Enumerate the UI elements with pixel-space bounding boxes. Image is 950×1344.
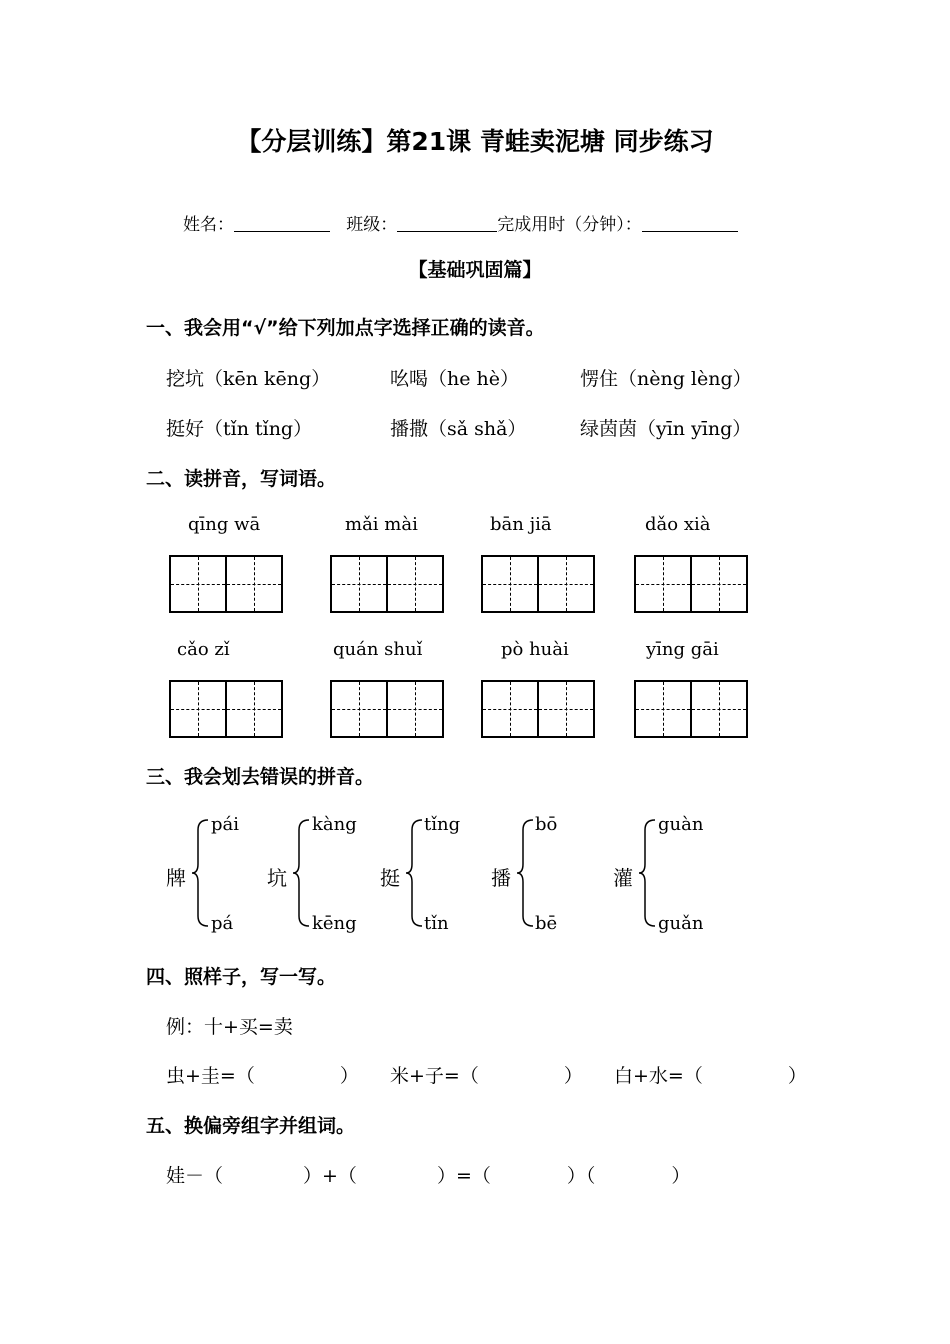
q1-heading: 一、我会用“√”给下列加点字选择正确的读音。 xyxy=(146,317,545,339)
q4-item[interactable] xyxy=(614,1061,807,1088)
q3-heading: 三、我会划去错误的拼音。 xyxy=(146,766,375,788)
q1-item: 挖坑（kēn kēng） xyxy=(166,368,331,390)
q5-part: ） xyxy=(671,1165,691,1187)
q5-part: ）=（ xyxy=(436,1165,491,1187)
q3-char: 播 xyxy=(491,866,511,890)
q4-item-label: 虫+圭=（ xyxy=(166,1065,255,1087)
q1-item: 愣住（nèng lèng） xyxy=(580,368,752,390)
q4-item-label: 白+水=（ xyxy=(614,1065,703,1087)
pinyin-option-top[interactable]: tǐng xyxy=(424,814,461,835)
writing-grid[interactable] xyxy=(634,555,748,613)
q5-item[interactable] xyxy=(166,1161,690,1188)
pinyin-option-bottom[interactable]: guǎn xyxy=(658,913,704,934)
class-blank[interactable] xyxy=(397,215,497,232)
brace-icon xyxy=(190,818,210,928)
q4-heading: 四、照样子，写一写。 xyxy=(146,966,337,988)
pinyin-option-top[interactable]: guàn xyxy=(658,814,704,835)
writing-grid[interactable] xyxy=(169,555,283,613)
pinyin-option-bottom[interactable]: pá xyxy=(211,913,234,934)
class-label: 班级： xyxy=(346,215,398,235)
q4-item-close: ） xyxy=(787,1065,807,1087)
q1-item: 挺好（tǐn tǐng） xyxy=(166,418,313,440)
q2-heading: 二、读拼音，写词语。 xyxy=(146,468,337,490)
writing-grid[interactable] xyxy=(169,680,283,738)
writing-grid[interactable] xyxy=(330,555,444,613)
name-label: 姓名： xyxy=(183,215,234,235)
pinyin-option-bottom[interactable]: bē xyxy=(535,913,558,934)
brace-icon xyxy=(404,818,424,928)
q4-example: 例：十+买=卖 xyxy=(166,1016,293,1038)
q1-item: 绿茵茵（yīn yīng） xyxy=(580,418,752,440)
brace-icon xyxy=(291,818,311,928)
q4-item[interactable] xyxy=(390,1061,583,1088)
q1-item: 吆喝（he hè） xyxy=(390,368,520,390)
brace-icon xyxy=(637,818,657,928)
q4-item-close: ） xyxy=(339,1065,359,1087)
pinyin-label: quán shuǐ xyxy=(333,639,423,660)
pinyin-option-top[interactable]: bō xyxy=(535,814,558,835)
q4-item-label: 米+子=（ xyxy=(390,1065,479,1087)
q1-item: 播撒（sǎ shǎ） xyxy=(390,418,527,440)
q3-char: 挺 xyxy=(380,866,400,890)
writing-grid[interactable] xyxy=(330,680,444,738)
pinyin-option-bottom[interactable]: tǐn xyxy=(424,913,449,934)
page-title: 【分层训练】第21课 青蛙卖泥塘 同步练习 xyxy=(236,127,714,156)
q5-heading: 五、换偏旁组字并组词。 xyxy=(146,1115,356,1137)
time-label: 完成用时（分钟）： xyxy=(497,215,642,235)
writing-grid[interactable] xyxy=(481,680,595,738)
q5-part: ）+（ xyxy=(303,1165,357,1187)
q3-char: 牌 xyxy=(166,866,186,890)
q4-item-close: ） xyxy=(563,1065,583,1087)
pinyin-label: cǎo zǐ xyxy=(177,639,230,660)
writing-grid[interactable] xyxy=(481,555,595,613)
pinyin-label: bān jiā xyxy=(490,514,552,535)
writing-grid[interactable] xyxy=(634,680,748,738)
brace-icon xyxy=(515,818,535,928)
section-title: 【基础巩固篇】 xyxy=(408,259,542,281)
q5-lead: 娃－（ xyxy=(166,1165,224,1187)
q4-item[interactable] xyxy=(166,1061,359,1088)
name-blank[interactable] xyxy=(234,215,330,232)
pinyin-label: yīng gāi xyxy=(646,639,719,660)
pinyin-label: qīng wā xyxy=(188,514,261,535)
student-info-line xyxy=(183,210,738,235)
q3-char: 灌 xyxy=(613,866,633,890)
q5-part: ）（ xyxy=(566,1165,596,1187)
pinyin-option-top[interactable]: pái xyxy=(211,814,240,835)
q3-char: 坑 xyxy=(267,866,287,890)
pinyin-label: mǎi mài xyxy=(345,514,418,535)
time-blank[interactable] xyxy=(642,215,738,232)
pinyin-option-top[interactable]: kàng xyxy=(312,814,357,835)
pinyin-label: pò huài xyxy=(501,639,569,660)
pinyin-option-bottom[interactable]: kēng xyxy=(312,913,357,934)
pinyin-label: dǎo xià xyxy=(645,514,711,535)
